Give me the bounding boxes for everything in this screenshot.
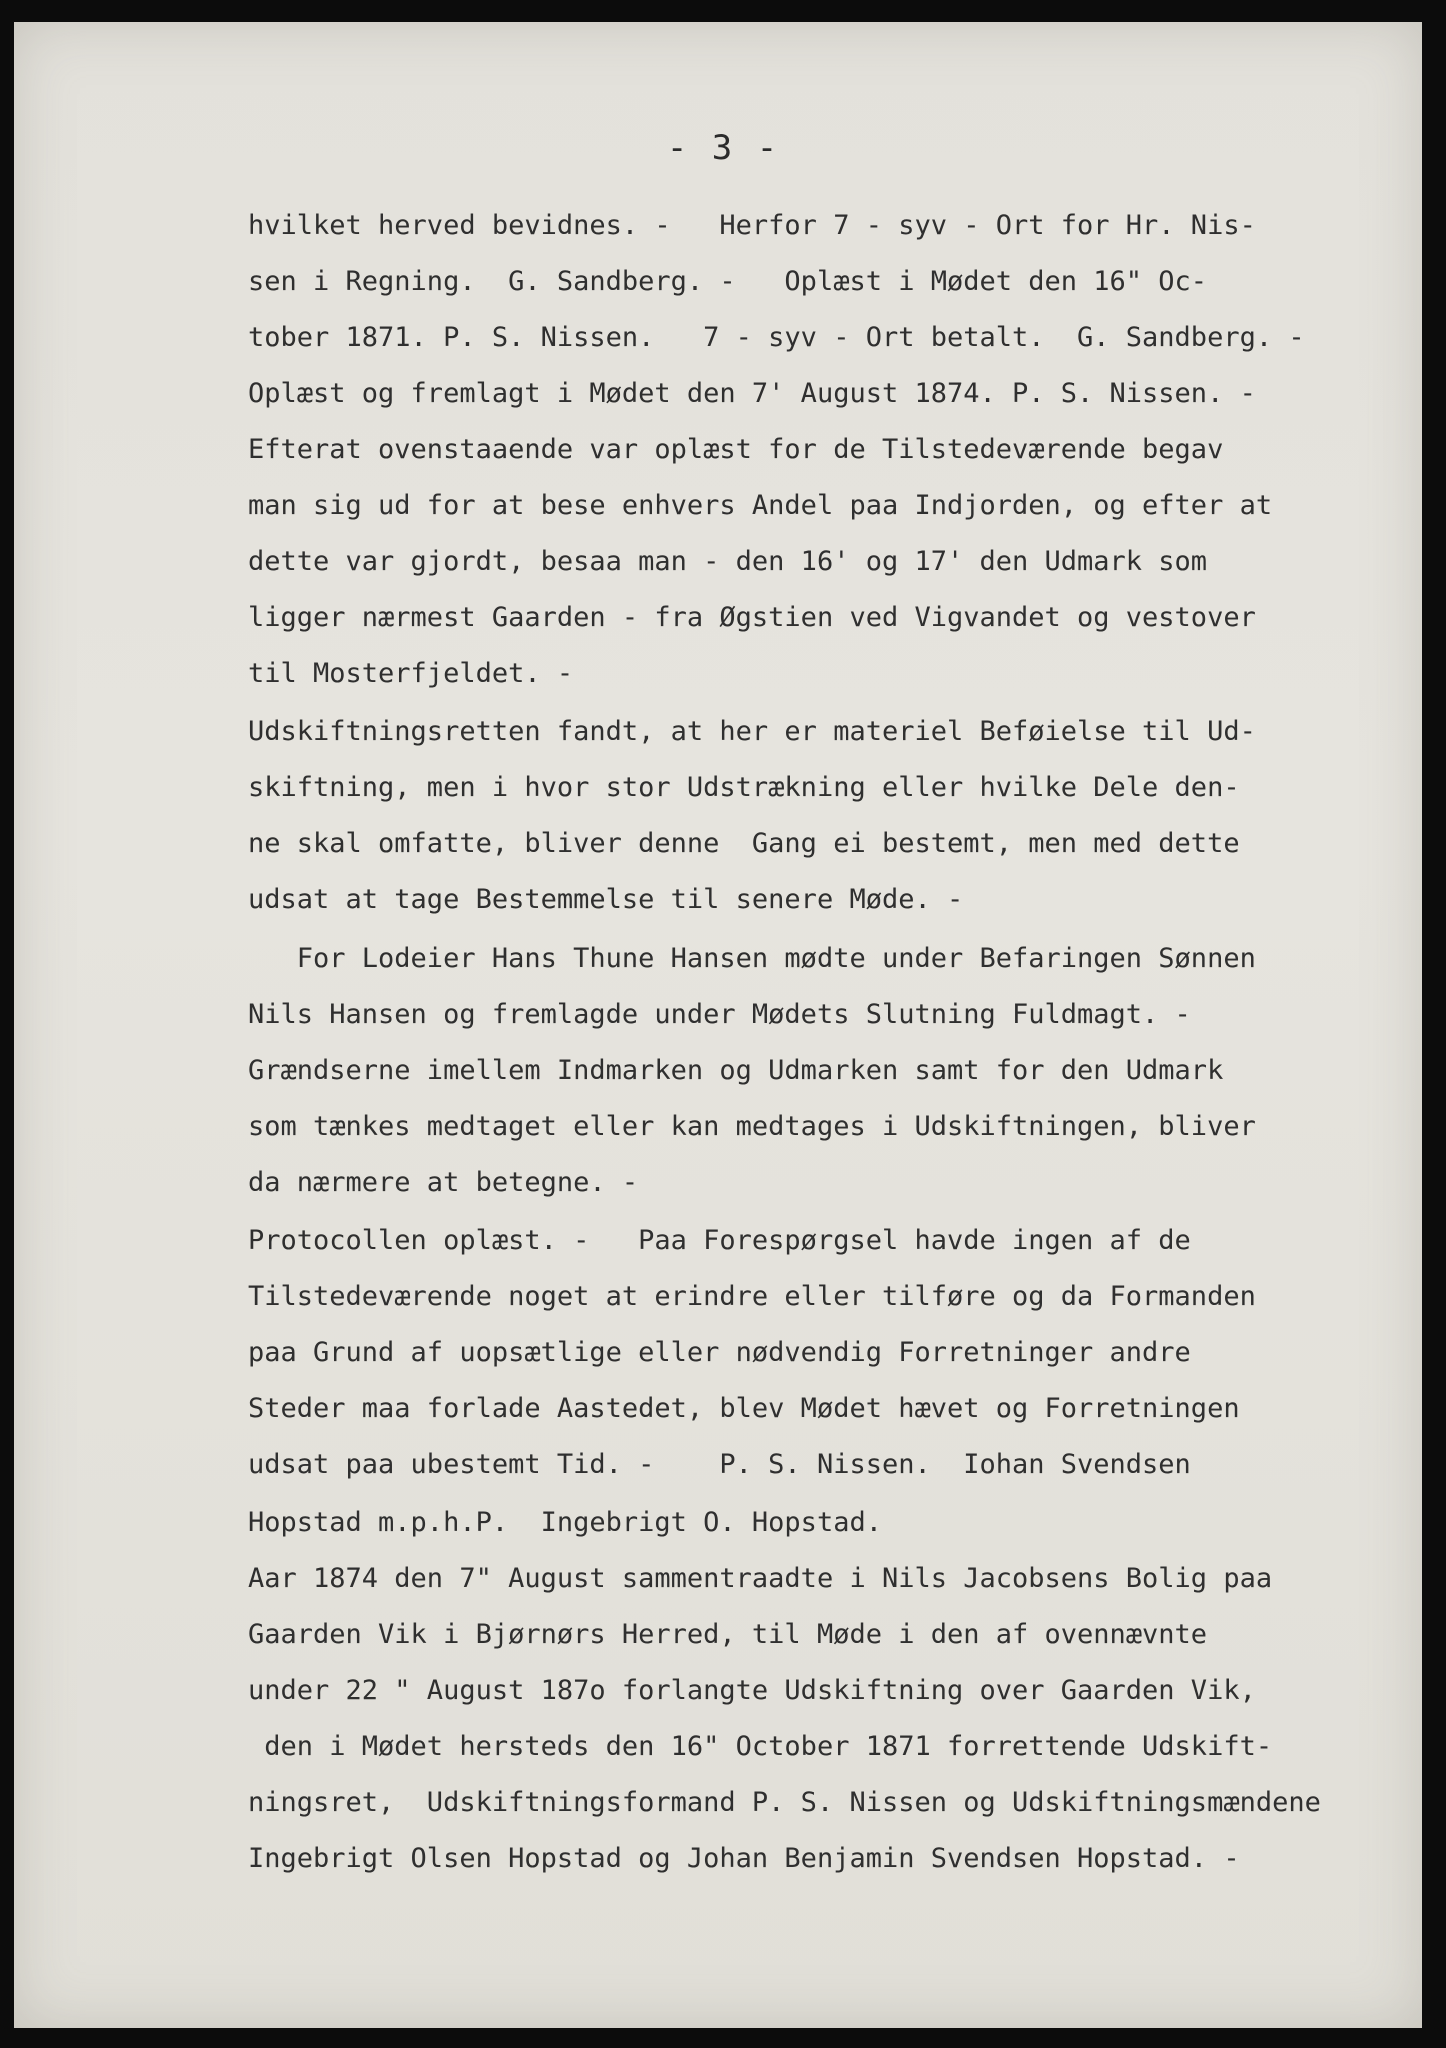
text-line: paa Grund af uopsætlige eller nødvendig Forretninger andre <box>248 1337 1191 1368</box>
text-line: Ingebrigt Olsen Hopstad og Johan Benjamin Svendsen Hopstad. - <box>248 1843 1240 1874</box>
text-line: til Mosterfjeldet. - <box>248 658 574 689</box>
text-line: udsat paa ubestemt Tid. - P. S. Nissen. Iohan Svendsen <box>248 1449 1191 1480</box>
text-line: Tilstedeværende noget at erindre eller tilføre og da Formanden <box>248 1281 1256 1312</box>
text-line: da nærmere at betegne. - <box>248 1167 639 1198</box>
text-line: sen i Regning. G. Sandberg. - Oplæst i Mødet den 16" Oc- <box>248 266 1208 297</box>
text-line: Steder maa forlade Aastedet, blev Mødet hævet og Forretningen <box>248 1393 1240 1424</box>
text-line: tober 1871. P. S. Nissen. 7 - syv - Ort betalt. G. Sandberg. - <box>248 322 1305 353</box>
text-line: skiftning, men i hvor stor Udstrækning eller hvilke Dele den- <box>248 772 1240 803</box>
text-line: hvilket herved bevidnes. - Herfor 7 - syv - Ort for Hr. Nis- <box>248 210 1256 241</box>
text-line: Oplæst og fremlagt i Mødet den 7' August 1874. P. S. Nissen. - <box>248 378 1256 409</box>
text-line: som tænkes medtaget eller kan medtages i Udskiftningen, bliver <box>248 1111 1256 1142</box>
text-line: under 22 " August 187o forlangte Udskiftning over Gaarden Vik, <box>248 1675 1256 1706</box>
page-number: - 3 - <box>666 128 780 168</box>
text-line: Udskiftningsretten fandt, at her er materiel Beføielse til Ud- <box>248 716 1256 747</box>
text-line: Grændserne imellem Indmarken og Udmarken samt for den Udmark <box>248 1055 1224 1086</box>
text-line: Protocollen oplæst. - Paa Forespørgsel havde ingen af de <box>248 1225 1191 1256</box>
text-line: Nils Hansen og fremlagde under Mødets Slutning Fuldmagt. - <box>248 999 1191 1030</box>
text-line: udsat at tage Bestemmelse til senere Møde. - <box>248 884 964 915</box>
text-line: ningsret, Udskiftningsformand P. S. Nissen og Udskiftningsmændene <box>248 1787 1321 1818</box>
text-line: Efterat ovenstaaende var oplæst for de Tilstedeværende begav <box>248 434 1224 465</box>
text-line: Hopstad m.p.h.P. Ingebrigt O. Hopstad. <box>248 1507 882 1538</box>
text-line: Gaarden Vik i Bjørnørs Herred, til Møde i den af ovennævnte <box>248 1619 1208 1650</box>
text-line: For Lodeier Hans Thune Hansen mødte under Befaringen Sønnen <box>248 943 1256 974</box>
text-line: dette var gjordt, besaa man - den 16' og 17' den Udmark som <box>248 546 1208 577</box>
text-line: ligger nærmest Gaarden - fra Øgstien ved Vigvandet og vestover <box>248 602 1256 633</box>
text-line: ne skal omfatte, bliver denne Gang ei bestemt, men med dette <box>248 828 1240 859</box>
text-line: Aar 1874 den 7" August sammentraadte i Nils Jacobsens Bolig paa <box>248 1563 1273 1594</box>
text-line: den i Mødet hersteds den 16" October 1871 forrettende Udskift- <box>248 1731 1273 1762</box>
text-line: man sig ud for at bese enhvers Andel paa Indjorden, og efter at <box>248 490 1273 521</box>
